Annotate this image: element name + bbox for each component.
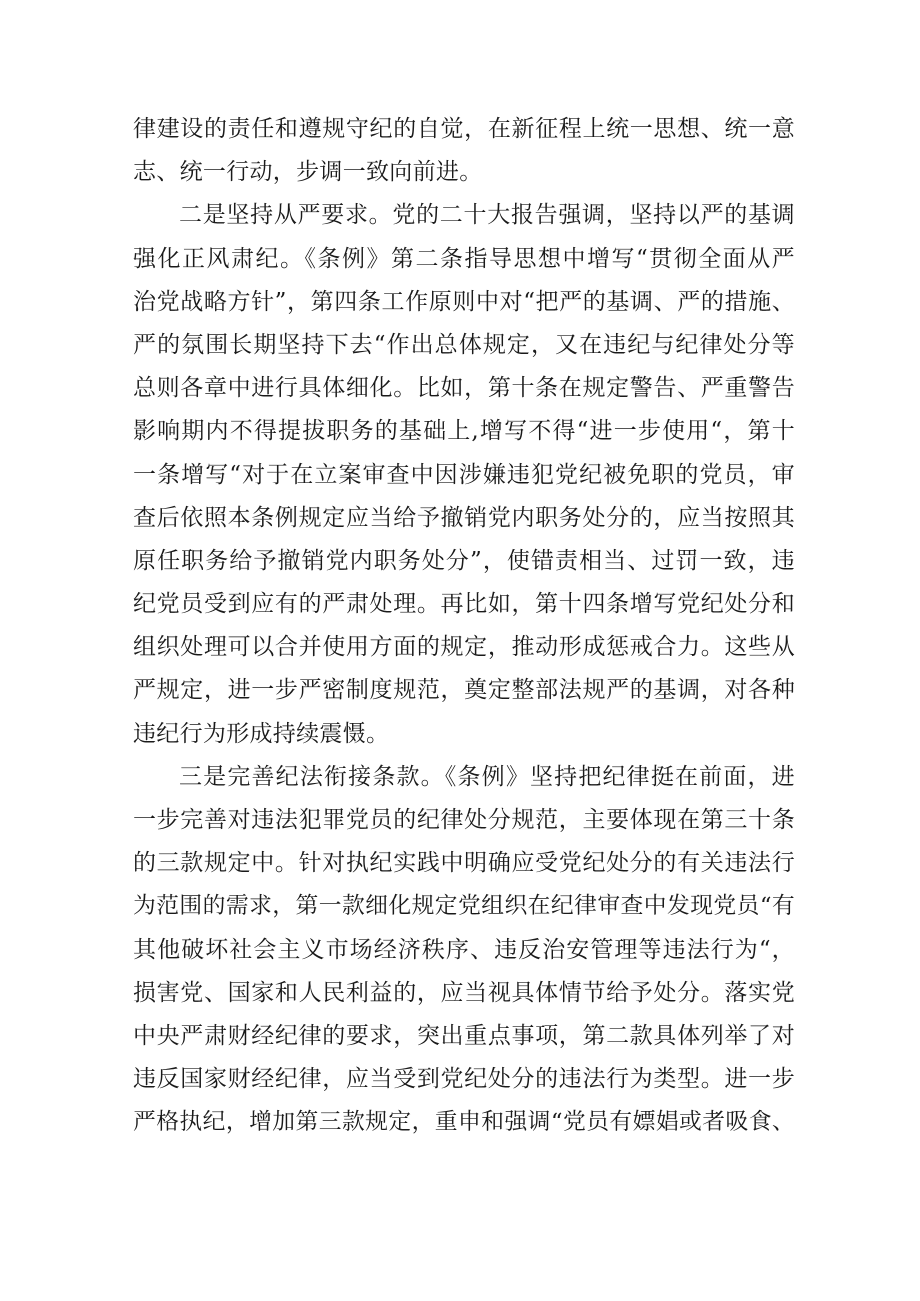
text-line: 损害党、国家和人民利益的，应当视具体情节给予处分。落实党 [133,979,795,1006]
text-line: 原任职务给予撤销党内职务处分”，使错责相当、过罚一致，违 [133,547,795,574]
text-line: 违纪行为形成持续震慑。 [133,720,390,747]
text-line: 一步完善对违法犯罪党员的纪律处分规范，主要体现在第三十条 [133,807,795,833]
text-line: 其他破坏社会主义市场经济秩序、违反治安管理等违法行为“， [133,936,795,963]
text-line: 二是坚持从严要求。党的二十大报告强调，坚持以严的基调 [179,202,795,229]
text-line: 组织处理可以合并使用方面的规定，推动形成惩戒合力。这些从 [133,634,795,661]
text-line: 严的氛围长期坚持下去“作出总体规定，又在违纪与纪律处分等 [133,331,795,358]
text-line: 纪党员受到应有的严肃处理。再比如，第十四条增写党纪处分和 [133,591,795,618]
text-line: 影响期内不得提拔职务的基础上,增写不得“进一步使用“，第十 [133,418,795,445]
text-line: 总则各章中进行具体细化。比如，第十条在规定警告、严重警告 [133,375,795,402]
body-text [133,108,795,1145]
text-line: 违反国家财经纪律，应当受到党纪处分的违法行为类型。进一步 [133,1066,795,1093]
text-line: 查后依照本条例规定应当给予撤销党内职务处分的，应当按照其 [133,504,795,531]
text-line: 强化正风肃纪。《条例》第二条指导思想中增写“贯彻全面从严 [133,245,795,272]
text-line: 三是完善纪法衔接条款。《条例》坚持把纪律挺在前面，进 [179,763,795,790]
text-line: 一条增写“对于在立案审查中因涉嫌违犯党纪被免职的党员，审 [133,461,795,488]
text-line: 严规定，进一步严密制度规范，奠定整部法规严的基调，对各种 [133,677,795,704]
text-line: 为范围的需求，第一款细化规定党组织在纪律审查中发现党员“有 [133,893,795,920]
text-line: 治党战略方针”，第四条工作原则中对“把严的基调、严的措施、 [133,288,795,315]
text-line: 中央严肃财经纪律的要求，突出重点事项，第二款具体列举了对 [133,1022,795,1049]
text-line: 严格执纪，增加第三款规定，重申和强调“党员有嫖娼或者吸食、 [133,1109,795,1136]
text-line: 志、统一行动，步调一致向前进。 [133,159,483,186]
text-line: 的三款规定中。针对执纪实践中明确应受党纪处分的有关违法行 [133,850,795,877]
text-line: 律建设的责任和遵规守纪的自觉，在新征程上统一思想、统一意 [133,116,795,142]
